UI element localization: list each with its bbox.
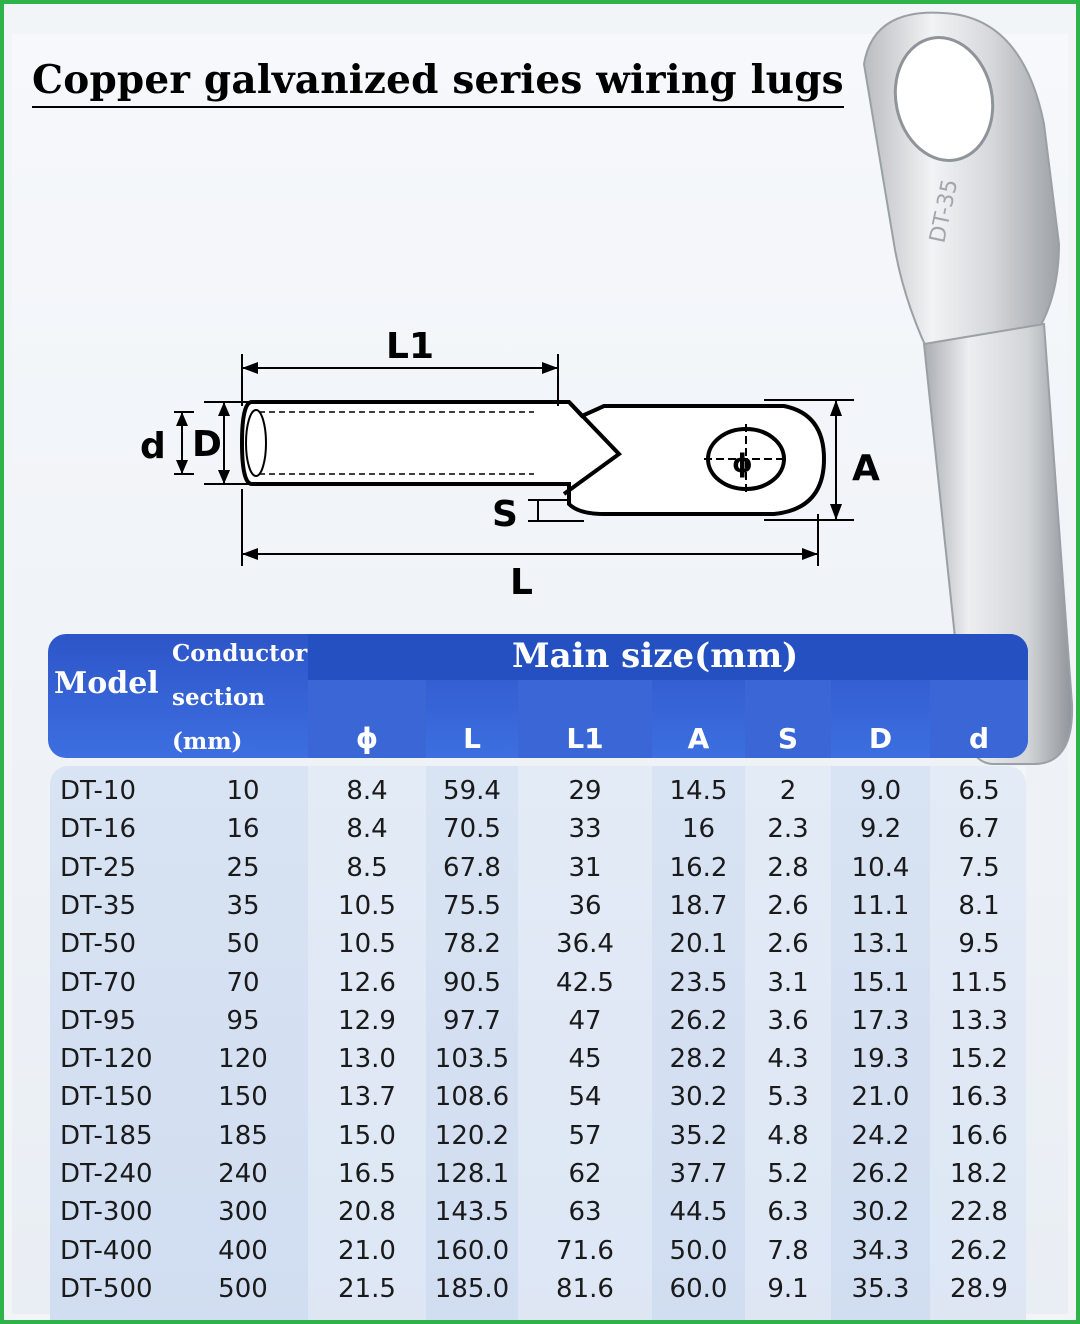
- cell-S: 7.8: [767, 1235, 809, 1266]
- cell-D: 34.3: [851, 1235, 910, 1266]
- cell-d: 9.5: [958, 929, 1000, 960]
- cell-S: 9.1: [767, 1273, 809, 1304]
- cell-D: 19.3: [851, 1044, 910, 1075]
- header-conductor-line1: Conductor: [172, 640, 308, 667]
- cell-L1: 57: [568, 1120, 602, 1151]
- cell-A: 16: [681, 814, 716, 845]
- label-L1: L1: [386, 326, 434, 367]
- cell-model: DT-400: [60, 1235, 153, 1266]
- cell-model: DT-240: [60, 1159, 153, 1189]
- header-main-size: Main size(mm): [512, 636, 799, 676]
- cell-S: 6.3: [767, 1197, 809, 1228]
- cell-S: 3.6: [767, 1005, 809, 1036]
- table-row: [48, 964, 1028, 1002]
- cell-phi: 21.0: [338, 1235, 396, 1266]
- cell-L: 120.2: [434, 1120, 510, 1151]
- cell-A: 16.2: [669, 852, 728, 883]
- cell-conductor-section: 150: [218, 1082, 268, 1113]
- cell-conductor-section: 120: [218, 1044, 268, 1075]
- cell-conductor-section: 95: [226, 1005, 260, 1036]
- cell-L: 128.1: [434, 1159, 510, 1189]
- cell-D: 26.2: [851, 1159, 910, 1189]
- cell-model: DT-120: [60, 1044, 153, 1075]
- table-row: [48, 1232, 1028, 1270]
- cell-model: DT-150: [60, 1082, 153, 1113]
- cell-A: 20.1: [669, 929, 728, 960]
- cell-d: 6.7: [958, 814, 1000, 845]
- cell-L1: 62: [568, 1159, 602, 1189]
- cell-d: 7.5: [958, 852, 1000, 883]
- cell-model: DT-16: [60, 814, 136, 845]
- cell-A: 28.2: [669, 1044, 728, 1075]
- cell-phi: 13.0: [338, 1044, 396, 1075]
- cell-D: 11.1: [851, 890, 910, 921]
- cell-L1: 33: [568, 814, 602, 845]
- cell-S: 2.6: [767, 929, 809, 960]
- header-conductor-line2: section: [172, 684, 266, 711]
- table-row: [48, 810, 1028, 848]
- cell-conductor-section: 240: [218, 1159, 268, 1189]
- label-D: D: [192, 424, 222, 465]
- table-row: [48, 1040, 1028, 1078]
- cell-L: 143.5: [434, 1197, 510, 1228]
- label-phi: ϕ: [732, 449, 753, 479]
- cell-L: 90.5: [443, 967, 501, 998]
- cell-L1: 63: [568, 1197, 602, 1228]
- table-row: [48, 1155, 1028, 1193]
- cell-S: 5.2: [767, 1159, 809, 1189]
- cell-phi: 8.5: [346, 852, 388, 883]
- cell-L: 160.0: [434, 1235, 510, 1266]
- table-row: [48, 849, 1028, 887]
- cell-phi: 8.4: [346, 776, 388, 806]
- cell-L: 70.5: [443, 814, 501, 845]
- table-row: [48, 925, 1028, 963]
- cell-D: 9.2: [859, 814, 902, 845]
- cell-phi: 21.5: [338, 1273, 396, 1304]
- cell-D: 35.3: [851, 1273, 910, 1304]
- cell-d: 28.9: [950, 1273, 1008, 1304]
- table-row: [48, 1078, 1028, 1116]
- cell-D: 10.4: [851, 852, 910, 883]
- cell-A: 60.0: [669, 1273, 728, 1304]
- cell-phi: 10.5: [338, 929, 396, 960]
- cell-L: 59.4: [443, 776, 501, 806]
- table-row: [48, 1193, 1028, 1231]
- page-title: Copper galvanized series wiring lugs: [32, 56, 844, 108]
- cell-S: 2.8: [767, 852, 809, 883]
- cell-phi: 10.5: [338, 890, 396, 921]
- cell-L1: 81.6: [556, 1273, 614, 1304]
- cell-D: 21.0: [851, 1082, 910, 1113]
- cell-phi: 12.6: [338, 967, 396, 998]
- cell-L: 75.5: [443, 890, 501, 921]
- cell-S: 2: [779, 776, 797, 806]
- table-row: [48, 887, 1028, 925]
- cell-L1: 42.5: [556, 967, 614, 998]
- cell-S: 4.8: [767, 1120, 809, 1151]
- cell-D: 13.1: [851, 929, 910, 960]
- cell-phi: 13.7: [338, 1082, 396, 1113]
- header-col-L1: L1: [566, 722, 604, 755]
- cell-S: 5.3: [767, 1082, 809, 1113]
- cell-model: DT-300: [60, 1197, 153, 1228]
- cell-model: DT-185: [60, 1120, 153, 1151]
- cell-d: 26.2: [950, 1235, 1008, 1266]
- cell-S: 4.3: [767, 1044, 809, 1075]
- header-col-A: A: [687, 722, 710, 755]
- header-conductor-line3: (mm): [172, 728, 243, 755]
- cell-D: 17.3: [851, 1005, 910, 1036]
- lug-dimension-diagram: [124, 314, 884, 614]
- cell-D: 15.1: [851, 967, 910, 998]
- cell-A: 30.2: [669, 1082, 728, 1113]
- table-row: [48, 772, 1028, 810]
- cell-D: 24.2: [851, 1120, 910, 1151]
- cell-phi: 16.5: [338, 1159, 396, 1189]
- cell-L: 78.2: [443, 929, 501, 960]
- cell-L: 97.7: [443, 1005, 501, 1036]
- cell-model: DT-500: [60, 1273, 153, 1304]
- cell-conductor-section: 70: [226, 967, 260, 998]
- cell-d: 18.2: [950, 1159, 1008, 1189]
- cell-L1: 47: [568, 1005, 602, 1036]
- cell-d: 16.6: [950, 1120, 1008, 1151]
- table-row: [48, 1002, 1028, 1040]
- cell-d: 8.1: [958, 890, 1000, 921]
- cell-model: DT-50: [60, 929, 136, 960]
- cell-model: DT-35: [60, 890, 136, 921]
- cell-A: 14.5: [669, 776, 728, 806]
- cell-L: 67.8: [443, 852, 501, 883]
- cell-phi: 12.9: [338, 1005, 396, 1036]
- cell-phi: 15.0: [338, 1120, 396, 1151]
- cell-D: 30.2: [851, 1197, 910, 1228]
- cell-L1: 71.6: [556, 1235, 614, 1266]
- lug-stamp: DT-35: [925, 177, 964, 246]
- cell-A: 37.7: [669, 1159, 728, 1189]
- table-row: [48, 1270, 1028, 1308]
- label-S: S: [492, 494, 518, 535]
- cell-L: 185.0: [434, 1273, 510, 1304]
- label-A: A: [852, 448, 880, 489]
- cell-L1: 54: [568, 1082, 602, 1113]
- cell-d: 16.3: [950, 1082, 1008, 1113]
- table-row: [48, 1117, 1028, 1155]
- cell-conductor-section: 500: [218, 1273, 268, 1304]
- cell-model: DT-95: [60, 1005, 136, 1036]
- cell-model: DT-25: [60, 852, 136, 883]
- cell-L1: 31: [568, 852, 602, 883]
- cell-L1: 29: [568, 776, 602, 806]
- cell-phi: 8.4: [346, 814, 388, 845]
- cell-d: 15.2: [950, 1044, 1008, 1075]
- cell-L1: 36: [568, 890, 602, 921]
- cell-conductor-section: 185: [218, 1120, 268, 1151]
- cell-A: 23.5: [669, 967, 728, 998]
- label-d: d: [140, 426, 166, 467]
- cell-d: 13.3: [950, 1005, 1008, 1036]
- cell-conductor-section: 10: [226, 776, 260, 806]
- header-col-phi: ϕ: [355, 722, 379, 755]
- cell-conductor-section: 400: [218, 1235, 268, 1266]
- cell-A: 18.7: [669, 890, 728, 921]
- header-col-L: L: [463, 722, 481, 755]
- cell-model: DT-70: [60, 967, 136, 998]
- header-col-D: D: [868, 722, 893, 755]
- cell-A: 44.5: [669, 1197, 728, 1228]
- cell-D: 9.0: [859, 776, 902, 806]
- header-col-S: S: [777, 722, 799, 755]
- header-model: Model: [54, 666, 159, 701]
- cell-L: 108.6: [434, 1082, 510, 1113]
- cell-A: 35.2: [669, 1120, 728, 1151]
- cell-S: 3.1: [767, 967, 809, 998]
- header-col-d: d: [968, 722, 990, 755]
- cell-d: 6.5: [958, 776, 1000, 806]
- cell-d: 22.8: [950, 1197, 1008, 1228]
- cell-conductor-section: 50: [226, 929, 260, 960]
- cell-d: 11.5: [950, 967, 1008, 998]
- cell-conductor-section: 25: [226, 852, 260, 883]
- cell-model: DT-10: [60, 776, 136, 806]
- cell-conductor-section: 35: [226, 890, 260, 921]
- cell-conductor-section: 16: [226, 814, 260, 845]
- cell-phi: 20.8: [338, 1197, 396, 1228]
- label-L: L: [510, 562, 533, 603]
- cell-S: 2.3: [767, 814, 809, 845]
- cell-L: 103.5: [434, 1044, 510, 1075]
- cell-L1: 36.4: [556, 929, 614, 960]
- cell-A: 26.2: [669, 1005, 728, 1036]
- cell-L1: 45: [568, 1044, 602, 1075]
- cell-S: 2.6: [767, 890, 809, 921]
- cell-conductor-section: 300: [218, 1197, 268, 1228]
- cell-A: 50.0: [669, 1235, 728, 1266]
